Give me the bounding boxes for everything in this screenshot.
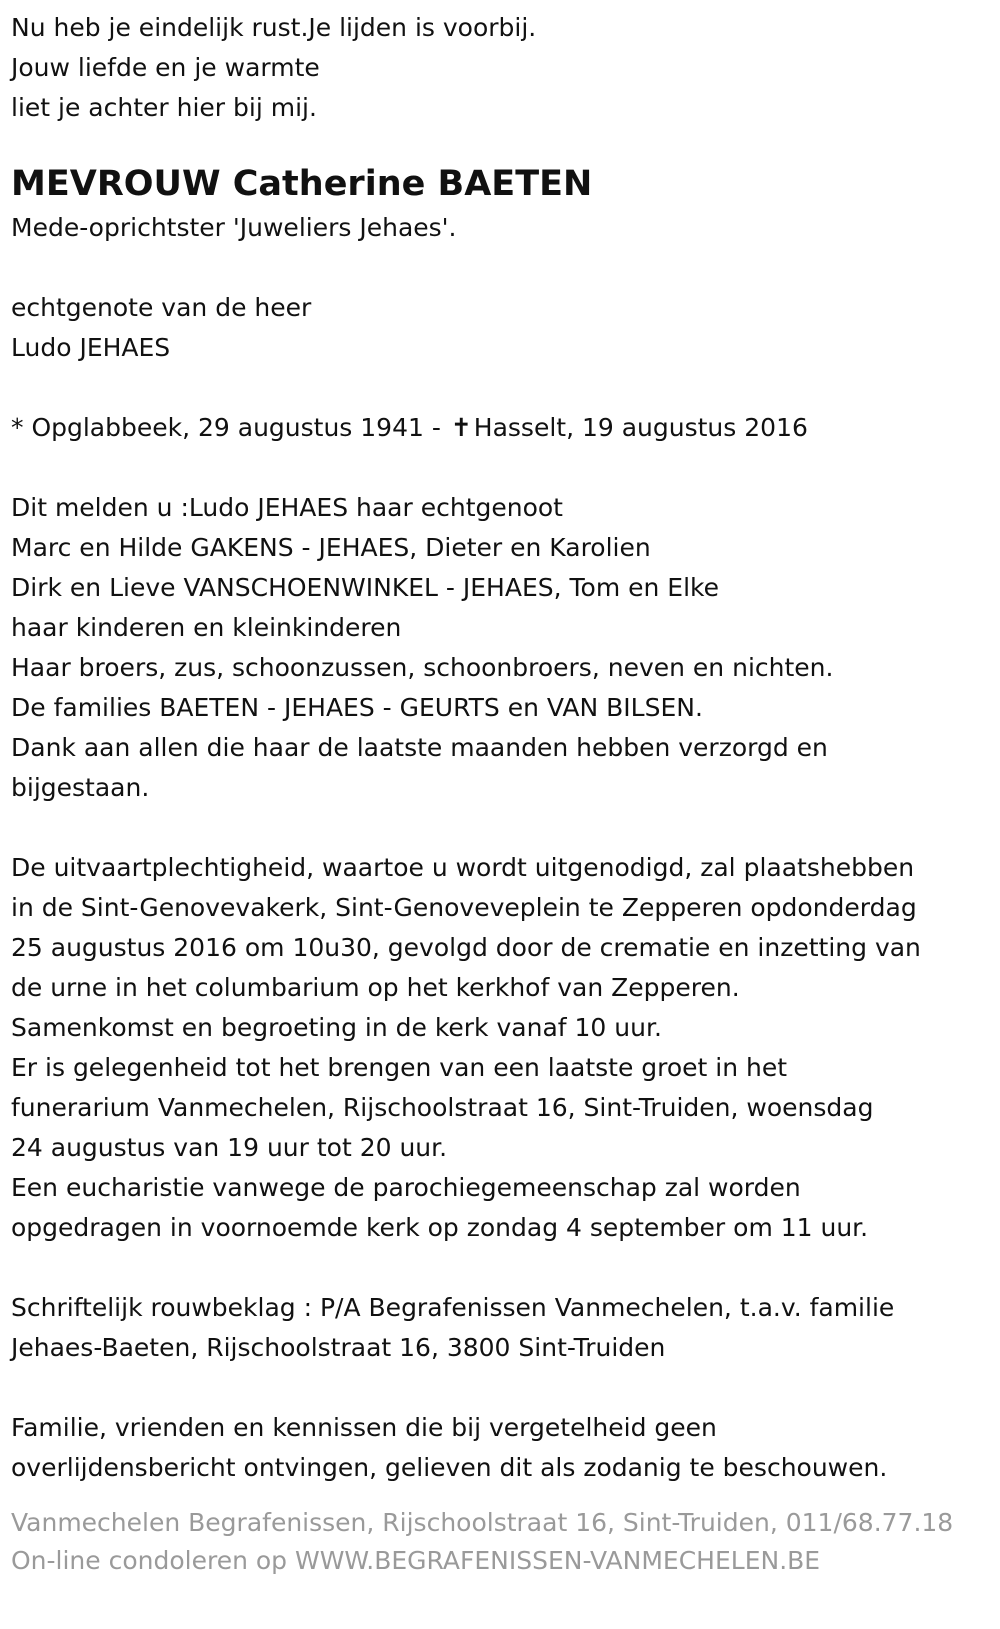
spacer bbox=[11, 448, 990, 488]
notice-line: overlijdensbericht ontvingen, gelieven dit als zodanig te beschouwen. bbox=[11, 1453, 888, 1482]
spacer bbox=[11, 368, 990, 408]
ceremony-line: funerarium Vanmechelen, Rijschoolstraat 16, Sint-Truiden, woensdag bbox=[11, 1093, 874, 1122]
announcer-line: Haar broers, zus, schoonzussen, schoonbroers, neven en nichten. bbox=[11, 653, 834, 682]
birth-info: * Opglabbeek, 29 augustus 1941 - bbox=[11, 413, 441, 442]
announcer-line: Dit melden u :Ludo JEHAES haar echtgenoot bbox=[11, 493, 563, 522]
deceased-name: MEVROUW Catherine BAETEN bbox=[11, 164, 593, 204]
ceremony-line: de urne in het columbarium op het kerkhof van Zepperen. bbox=[11, 973, 740, 1002]
poem-line: liet je achter hier bij mij. bbox=[11, 93, 317, 122]
poem-line: Jouw liefde en je warmte bbox=[11, 53, 320, 82]
ceremony-line: Samenkomst en begroeting in de kerk vanaf 10 uur. bbox=[11, 1013, 662, 1042]
notice-block bbox=[11, 1408, 990, 1488]
condolence-line: Jehaes-Baeten, Rijschoolstraat 16, 3800 Sint-Truiden bbox=[11, 1333, 666, 1362]
footer bbox=[11, 1504, 990, 1580]
ceremony-block bbox=[11, 848, 990, 1248]
announcer-line: Marc en Hilde GAKENS - JEHAES, Dieter en Karolien bbox=[11, 533, 651, 562]
spouse-block bbox=[11, 288, 990, 368]
spacer bbox=[11, 248, 990, 288]
poem bbox=[11, 8, 990, 128]
ceremony-line: De uitvaartplechtigheid, waartoe u wordt uitgenodigd, zal plaatshebben bbox=[11, 853, 915, 882]
footer-contact: Vanmechelen Begrafenissen, Rijschoolstraat 16, Sint-Truiden, 011/68.77.18 bbox=[11, 1508, 954, 1537]
death-info: Hasselt, 19 augustus 2016 bbox=[473, 413, 808, 442]
announcer-line: haar kinderen en kleinkinderen bbox=[11, 613, 402, 642]
condolence-line: Schriftelijk rouwbeklag : P/A Begrafenissen Vanmechelen, t.a.v. familie bbox=[11, 1293, 895, 1322]
spacer bbox=[11, 808, 990, 848]
ceremony-line: Een eucharistie vanwege de parochiegemeenschap zal worden bbox=[11, 1173, 801, 1202]
spacer bbox=[11, 1248, 990, 1288]
ceremony-line: in de Sint-Genovevakerk, Sint-Genoveveplein te Zepperen opdonderdag bbox=[11, 893, 917, 922]
spacer bbox=[11, 1368, 990, 1408]
ceremony-line: 24 augustus van 19 uur tot 20 uur. bbox=[11, 1133, 448, 1162]
cross-icon: ✝ bbox=[450, 413, 472, 442]
ceremony-line: opgedragen in voornoemde kerk op zondag 4 september om 11 uur. bbox=[11, 1213, 869, 1242]
footer-website: On-line condoleren op WWW.BEGRAFENISSEN-VANMECHELEN.BE bbox=[11, 1546, 821, 1575]
spacer bbox=[11, 128, 990, 160]
notice-line: Familie, vrienden en kennissen die bij vergetelheid geen bbox=[11, 1413, 717, 1442]
deceased-subtitle: Mede-oprichtster 'Juweliers Jehaes'. bbox=[11, 213, 457, 242]
announcers-block bbox=[11, 488, 990, 808]
announcer-line: Dirk en Lieve VANSCHOENWINKEL - JEHAES, Tom en Elke bbox=[11, 573, 720, 602]
ceremony-line: 25 augustus 2016 om 10u30, gevolgd door de crematie en inzetting van bbox=[11, 933, 921, 962]
announcer-line: bijgestaan. bbox=[11, 773, 150, 802]
announcer-line: Dank aan allen die haar de laatste maanden hebben verzorgd en bbox=[11, 733, 828, 762]
condolence-block bbox=[11, 1288, 990, 1368]
dates-line bbox=[11, 408, 990, 448]
spouse-line: echtgenote van de heer bbox=[11, 293, 312, 322]
announcer-line: De families BAETEN - JEHAES - GEURTS en VAN BILSEN. bbox=[11, 693, 703, 722]
ceremony-line: Er is gelegenheid tot het brengen van een laatste groet in het bbox=[11, 1053, 788, 1082]
poem-line: Nu heb je eindelijk rust.Je lijden is voorbij. bbox=[11, 13, 537, 42]
spouse-line: Ludo JEHAES bbox=[11, 333, 171, 362]
